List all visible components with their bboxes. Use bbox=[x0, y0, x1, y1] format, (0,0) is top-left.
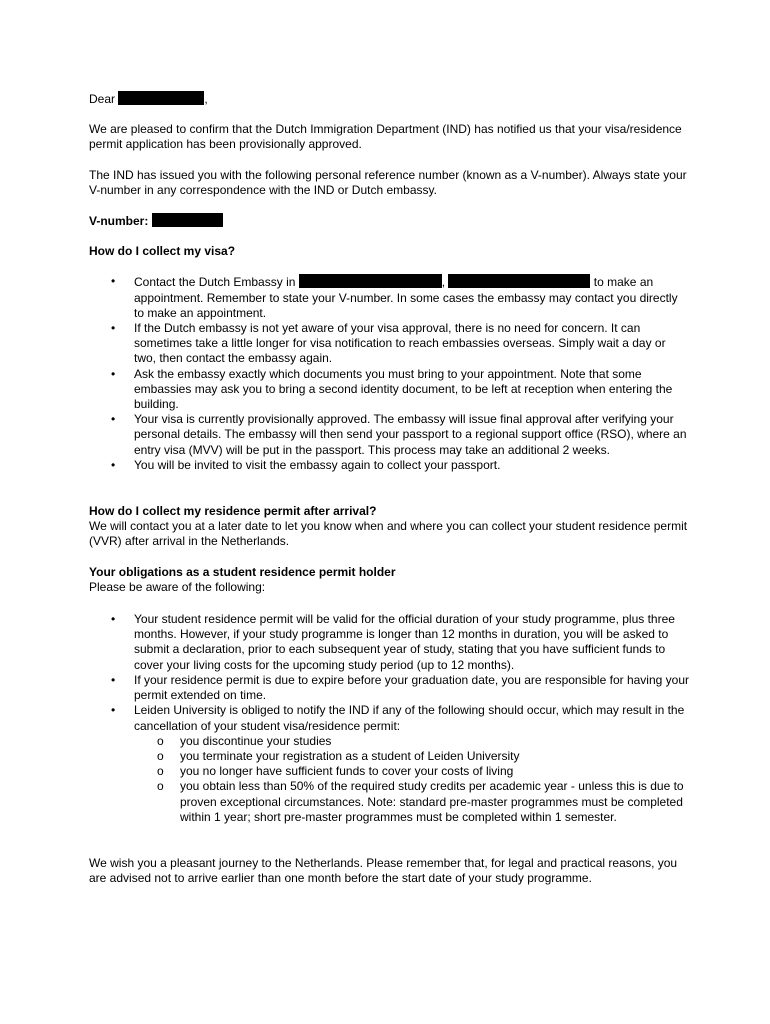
obligations-intro: Please be aware of the following: bbox=[89, 579, 266, 594]
redacted-vnumber bbox=[152, 213, 223, 227]
list-item: • Your student residence permit will be valid for the official duration of your study programme, plus three months. However, if your study programme is longer than 12 months in duration, you will be asked to submit a declaration, prior to each subsequent year of study, stating that you have sufficient funds to cover your living costs for the upcoming study period (up to 12 months). bbox=[111, 612, 675, 672]
vnumber-label: V-number: bbox=[89, 214, 149, 229]
collect-visa-heading: How do I collect my visa? bbox=[89, 244, 236, 259]
residence-permit-heading: How do I collect my residence permit after arrival? bbox=[89, 504, 377, 519]
vnumber-paragraph: The IND has issued you with the following personal reference number (known as a V-number). Always state your V-number in any correspondence with the IND or Dutch embassy. bbox=[89, 167, 687, 197]
closing-paragraph: We wish you a pleasant journey to the Netherlands. Please remember that, for legal and practical reasons, you are advised not to arrive earlier than one month before the start date of your study programme. bbox=[89, 855, 678, 886]
redacted-city bbox=[299, 274, 442, 288]
sub-list-item: o you terminate your registration as a student of Leiden University bbox=[157, 748, 520, 763]
circle-bullet-icon: o bbox=[157, 733, 164, 748]
cancellation-conditions-list bbox=[134, 734, 689, 825]
salutation-prefix: Dear bbox=[89, 92, 116, 106]
bullet-icon: • bbox=[111, 274, 116, 289]
intro-paragraph: We are pleased to confirm that the Dutch Immigration Department (IND) has notified us that your visa/residence permit application has been provisionally approved. bbox=[89, 122, 682, 152]
bullet-icon: • bbox=[111, 672, 116, 687]
list-item: • You will be invited to visit the embassy again to collect your passport. bbox=[111, 457, 501, 472]
sub-list-item: o you obtain less than 50% of the required study credits per academic year - unless this is due to proven exceptional circumstances. Note: standard pre-master programmes must be completed within 1 year; short pre-master programmes must be completed within 1 semester. bbox=[157, 779, 684, 824]
collect-visa-list bbox=[89, 274, 689, 473]
circle-bullet-icon: o bbox=[157, 748, 164, 763]
bullet-icon: • bbox=[111, 703, 116, 718]
redacted-recipient-name bbox=[118, 91, 204, 105]
list-item: • Ask the embassy exactly which documents you must bring to your appointment. Note that some embassies may ask you to bring a second identity document, to be left at reception when entering the building. bbox=[111, 366, 673, 412]
salutation bbox=[89, 91, 689, 107]
bullet-icon: • bbox=[111, 412, 116, 427]
vnumber-line bbox=[89, 213, 689, 229]
residence-permit-text: We will contact you at a later date to let you know when and where you can collect your student residence permit (VVR) after arrival in the Netherlands. bbox=[89, 519, 688, 549]
salutation-suffix: , bbox=[204, 92, 208, 106]
bullet-icon: • bbox=[111, 321, 116, 336]
circle-bullet-icon: o bbox=[157, 779, 164, 794]
bullet-icon: • bbox=[111, 366, 116, 381]
sub-list-item: o you no longer have sufficient funds to cover your costs of living bbox=[157, 764, 514, 779]
redacted-country bbox=[448, 274, 590, 288]
obligations-list bbox=[89, 612, 689, 825]
bullet-icon: • bbox=[111, 457, 116, 472]
list-item: • Your visa is currently provisionally approved. The embassy will issue final approval after verifying your personal details. The embassy will then send your passport to a regional support office (RSO), where an entry visa (MVV) will be put in the passport. This process may take an additional 2 weeks. bbox=[111, 412, 687, 457]
letter-body bbox=[89, 91, 689, 886]
obligations-heading: Your obligations as a student residence permit holder bbox=[89, 564, 396, 579]
list-item: • Leiden University is obliged to notify the IND if any of the following should occur, which may result in the cancellation of your student visa/residence permit: o you discontinue your studies o you terminate your registration as a student of Leiden University o you no longer have sufficient funds to cover your costs of living o you obtain less than 50% of the required study credits per academic year - unless this is due to proven exceptional circumstances. Note: standard pre-master programmes must be completed within 1 year; short pre-master programmes must be completed within 1 semester. bbox=[89, 703, 689, 825]
bullet-icon: • bbox=[111, 612, 116, 627]
circle-bullet-icon: o bbox=[157, 764, 164, 779]
list-item: • Contact the Dutch Embassy in , to make an appointment. Remember to state your V-number. In some cases the embassy may contact you directly to make an appointment. bbox=[111, 274, 678, 320]
sub-list-item: o you discontinue your studies bbox=[157, 733, 332, 748]
list-item: • If your residence permit is due to expire before your graduation date, you are responsible for having your permit extended on time. bbox=[111, 672, 689, 703]
list-item: • If the Dutch embassy is not yet aware of your visa approval, there is no need for concern. It can sometimes take a little longer for visa notification to reach embassies overseas. Simply wait a day or two, then contact the embassy again. bbox=[111, 321, 666, 366]
